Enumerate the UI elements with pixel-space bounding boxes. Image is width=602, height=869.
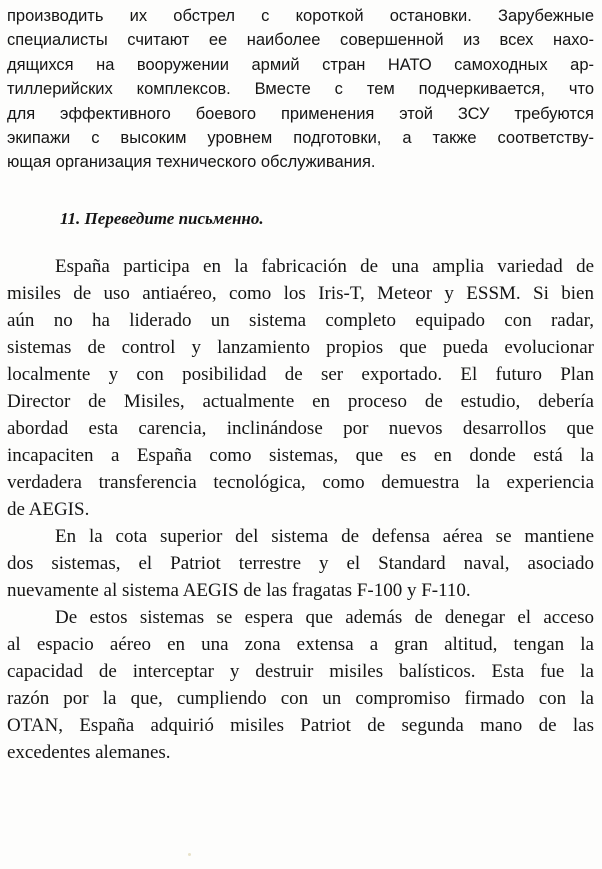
task-heading: 11. Переведите письменно. (60, 208, 264, 228)
text-line: España participa en la fabricación de una amplia variedad de (55, 255, 594, 277)
text-line: специалисты считают ее наиболее совершенной из всех нахо- (7, 31, 594, 50)
text-line: дящихся на вооружении армий стран НАТО самоходных ар- (7, 55, 594, 74)
text-line: En la cota superior del sistema de defensa aérea se mantiene (55, 525, 594, 547)
text-line: производить их обстрел с короткой остановки. Зарубежные (7, 7, 594, 25)
text-line: для эффективного боевого применения этой ЗСУ требуются (7, 104, 594, 123)
text-line: nuevamente al sistema AEGIS de las fragatas F-100 y F-110. (7, 579, 471, 601)
text-line: al espacio aéreo en una zona extensa a gran altitud, tengan la (7, 633, 594, 655)
text-line: Director de Misiles, actualmente en proceso de estudio, debería (7, 390, 594, 412)
text-line: тиллерийских комплексов. Вместе с тем подчеркивается, что (7, 80, 594, 99)
text-line: ющая организация технического обслуживания. (7, 153, 376, 172)
text-line: sistemas de control y lanzamiento propios que pueda evolucionar (7, 336, 594, 358)
spanish-paragraph-2 (7, 523, 594, 604)
text-line: aún no ha liderado un sistema completo equipado con radar, (7, 309, 594, 331)
text-line: de AEGIS. (7, 498, 90, 520)
text-line: capacidad de interceptar y destruir misiles balísticos. Esta fue la (7, 660, 594, 682)
text-line: abordad esta carencia, inclinándose por nuevos desarrollos que (7, 417, 594, 439)
russian-paragraph (7, 4, 594, 175)
text-line: misiles de uso antiaéreo, como los Iris-T, Meteor y ESSM. Si bien (7, 282, 594, 304)
text-line: экипажи с высоким уровнем подготовки, а также соответству- (7, 129, 594, 148)
text-line: De estos sistemas se espera que además de denegar el acceso (55, 606, 594, 628)
text-line: dos sistemas, el Patriot terrestre y el Standard naval, asociado (7, 552, 594, 574)
text-line: excedentes alemanes. (7, 741, 171, 763)
paper-speck (188, 853, 191, 856)
text-line: incapaciten a España como sistemas, que es en donde está la (7, 444, 594, 466)
spanish-text (7, 253, 594, 766)
spanish-paragraph-1 (7, 253, 594, 523)
text-line: verdadera transferencia tecnológica, como demuestra la experiencia (7, 471, 594, 493)
text-line: OTAN, España adquirió misiles Patriot de segunda mano de las (7, 714, 594, 736)
spanish-paragraph-3 (7, 604, 594, 766)
text-line: localmente y con posibilidad de ser exportado. El futuro Plan (7, 363, 594, 385)
text-line: razón por la que, cumpliendo con un compromiso firmado con la (7, 687, 594, 709)
